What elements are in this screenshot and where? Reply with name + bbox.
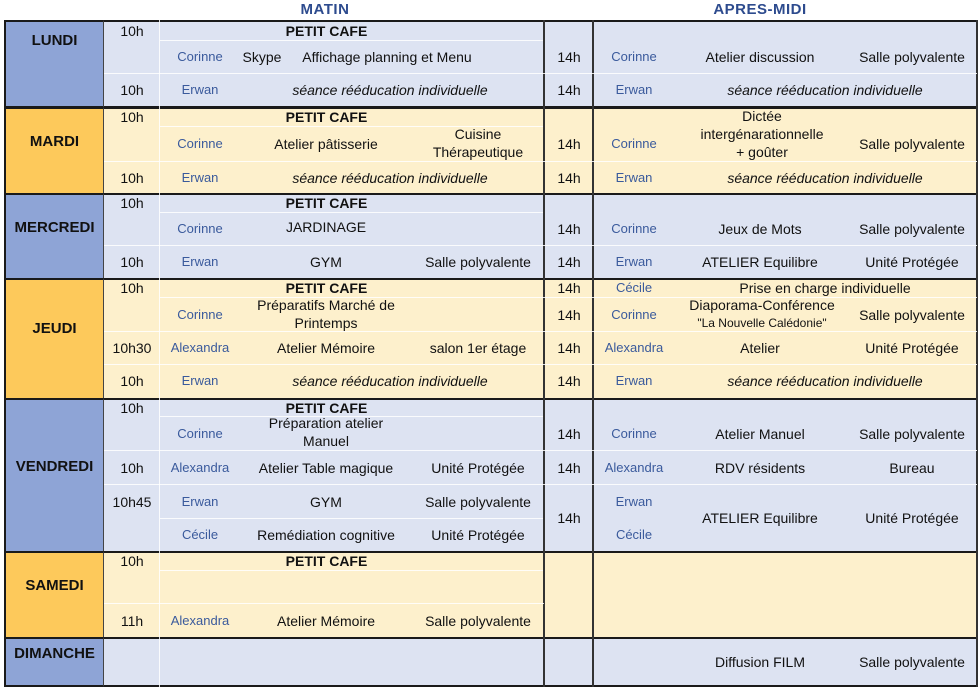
time-cell: 14h [557,82,581,98]
activity-line: intergénarationnelle [700,125,824,142]
activity-label: Prise en charge individuelle [739,280,911,296]
time-cell: 14h [557,49,581,65]
staff-name: Cécile [181,527,219,542]
location-label: Unité Protégée [865,340,959,356]
activity-label: Atelier Table magique [258,459,394,476]
location-line: Cuisine [454,126,502,142]
day-vendredi: VENDREDI [4,398,104,553]
location-label: Salle polyvalente [859,306,965,323]
time-cell: 14h [557,373,581,389]
location-label: Salle polyvalente [425,612,531,629]
staff-name: Alexandra [170,612,230,628]
location-label: Unité Protégée [431,459,525,476]
activity-label: JARDINAGE [285,219,367,235]
activity-label: séance rééducation individuelle [727,169,923,186]
afternoon-header: APRES-MIDI [713,1,807,18]
time-cell: 14h [557,136,581,152]
staff-name: Corinne [611,136,657,151]
time-cell: 10h [120,82,144,98]
staff-name: Erwan [181,254,219,269]
location-label [412,125,544,161]
activity-label: Atelier Mémoire [276,340,376,356]
location-label: Salle polyvalente [859,425,965,442]
petit-cafe-label: PETIT CAFE [285,195,368,211]
activity-label: RDV résidents [714,459,806,476]
petit-cafe-label: PETIT CAFE [285,22,368,39]
day-lundi: LUNDI [4,20,104,108]
location-label: Unité Protégée [865,510,959,526]
time-cell: 10h [120,169,144,186]
time-cell: 14h [557,280,581,296]
location-label: Unité Protégée [431,527,525,543]
activity-label: séance rééducation individuelle [727,373,923,389]
activity-label: Remédiation cognitive [257,527,395,543]
staff-name: Corinne [177,306,223,322]
activity-line: Dictée [742,107,782,124]
staff-name: Erwan [615,82,653,97]
staff-name: Erwan [181,373,219,388]
activity-label: Atelier Mémoire [276,612,376,629]
activity-label: Atelier pâtisserie [274,136,378,152]
staff-name: Corinne [611,221,657,236]
time-cell: 14h [557,425,581,442]
time-cell: 14h [557,340,581,356]
morning-header: MATIN [300,1,350,18]
time-cell: 14h [557,459,581,476]
time-cell: 10h [120,399,144,416]
location-label: Salle polyvalente [859,221,965,237]
activity-label: séance rééducation individuelle [292,82,488,98]
staff-name: Alexandra [604,340,664,355]
location-label: Bureau [889,459,935,476]
activity-label [240,296,412,331]
staff-name: Corinne [611,306,657,322]
activity-label: Atelier Manuel [715,425,805,442]
activity-label: séance rééducation individuelle [727,82,923,98]
location-label: Salle polyvalente [859,136,965,152]
staff-name: Corinne [177,425,223,441]
activity-label [674,296,850,332]
activity-line: + goûter [736,143,788,160]
activity-label: séance rééducation individuelle [292,169,488,186]
location-label: Salle polyvalente [425,493,531,510]
activity-line: Diaporama-Conférence [689,297,835,313]
time-cell: 10h [120,22,144,39]
activity-label: ATELIER Equilibre [702,510,818,526]
time-cell: 10h [120,459,144,476]
location-line: Thérapeutique [432,144,524,160]
time-cell: 14h [557,221,581,237]
staff-name: Erwan [615,169,653,185]
activity-line: Manuel [303,433,349,449]
petit-cafe-label: PETIT CAFE [285,280,368,296]
staff-name: Erwan [615,373,653,388]
activity-label: GYM [310,254,342,270]
staff-name: Corinne [177,221,223,236]
time-cell: 14h [557,254,581,270]
staff-name: Cécile [615,527,653,542]
activity-line: Préparation atelier [268,415,384,431]
location-label: Salle polyvalente [859,49,965,65]
activity-label: Affichage planning et Menu [302,49,472,65]
time-cell: 10h45 [112,493,152,510]
time-cell: 10h [120,109,144,125]
location-label: Unité Protégée [865,254,959,270]
day-samedi: SAMEDI [4,551,104,639]
location-label: salon 1er étage [429,340,527,356]
time-cell: 14h [557,169,581,186]
day-mardi: MARDI [4,107,104,195]
time-cell: 10h [120,373,144,389]
activity-label: ATELIER Equilibre [702,254,818,270]
row-line [160,570,543,571]
staff-name: Corinne [611,49,657,64]
activity-line: Préparatifs Marché de [257,296,395,313]
activity-line: Printemps [294,314,358,331]
staff-name: Corinne [177,49,223,64]
activity-label [240,414,412,450]
time-cell: 14h [557,306,581,323]
activity-line: "La Nouvelle Calédonie" [697,316,827,330]
staff-name: Alexandra [604,459,664,475]
staff-name: Alexandra [170,340,230,355]
time-cell: 11h [120,612,144,629]
time-cell: 10h [120,195,144,211]
row-band-dimanche [104,637,977,687]
activity-label: Diffusion FILM [715,653,805,670]
staff-name: Corinne [177,136,223,151]
day-dimanche: DIMANCHE [4,637,104,687]
activity-mid: Skype [242,49,282,65]
divider-end [976,20,978,687]
time-cell: 10h [120,254,144,270]
activity-label [674,106,850,161]
time-cell: 10h [120,280,144,296]
staff-name: Erwan [181,169,219,185]
staff-name: Erwan [615,493,653,509]
location-label: Salle polyvalente [425,254,531,270]
time-cell: 10h [120,553,144,569]
staff-name: Erwan [181,82,219,97]
staff-name: Alexandra [170,459,230,475]
activity-label: Atelier discussion [705,49,815,65]
activity-label: séance rééducation individuelle [292,373,488,389]
time-cell: 14h [557,510,581,526]
staff-name: Erwan [181,493,219,509]
staff-name: Erwan [615,254,653,269]
petit-cafe-label: PETIT CAFE [285,109,368,125]
time-cell: 10h30 [112,340,152,356]
activity-label: Jeux de Mots [718,221,802,237]
day-mercredi: MERCREDI [4,193,104,280]
location-label: Salle polyvalente [859,653,965,670]
activity-label: GYM [310,493,342,510]
staff-name: Cécile [615,280,653,295]
day-jeudi: JEUDI [4,278,104,400]
staff-name: Corinne [611,425,657,441]
petit-cafe-label: PETIT CAFE [285,399,368,416]
petit-cafe-label: PETIT CAFE [285,553,368,569]
activity-label: Atelier [740,340,780,356]
